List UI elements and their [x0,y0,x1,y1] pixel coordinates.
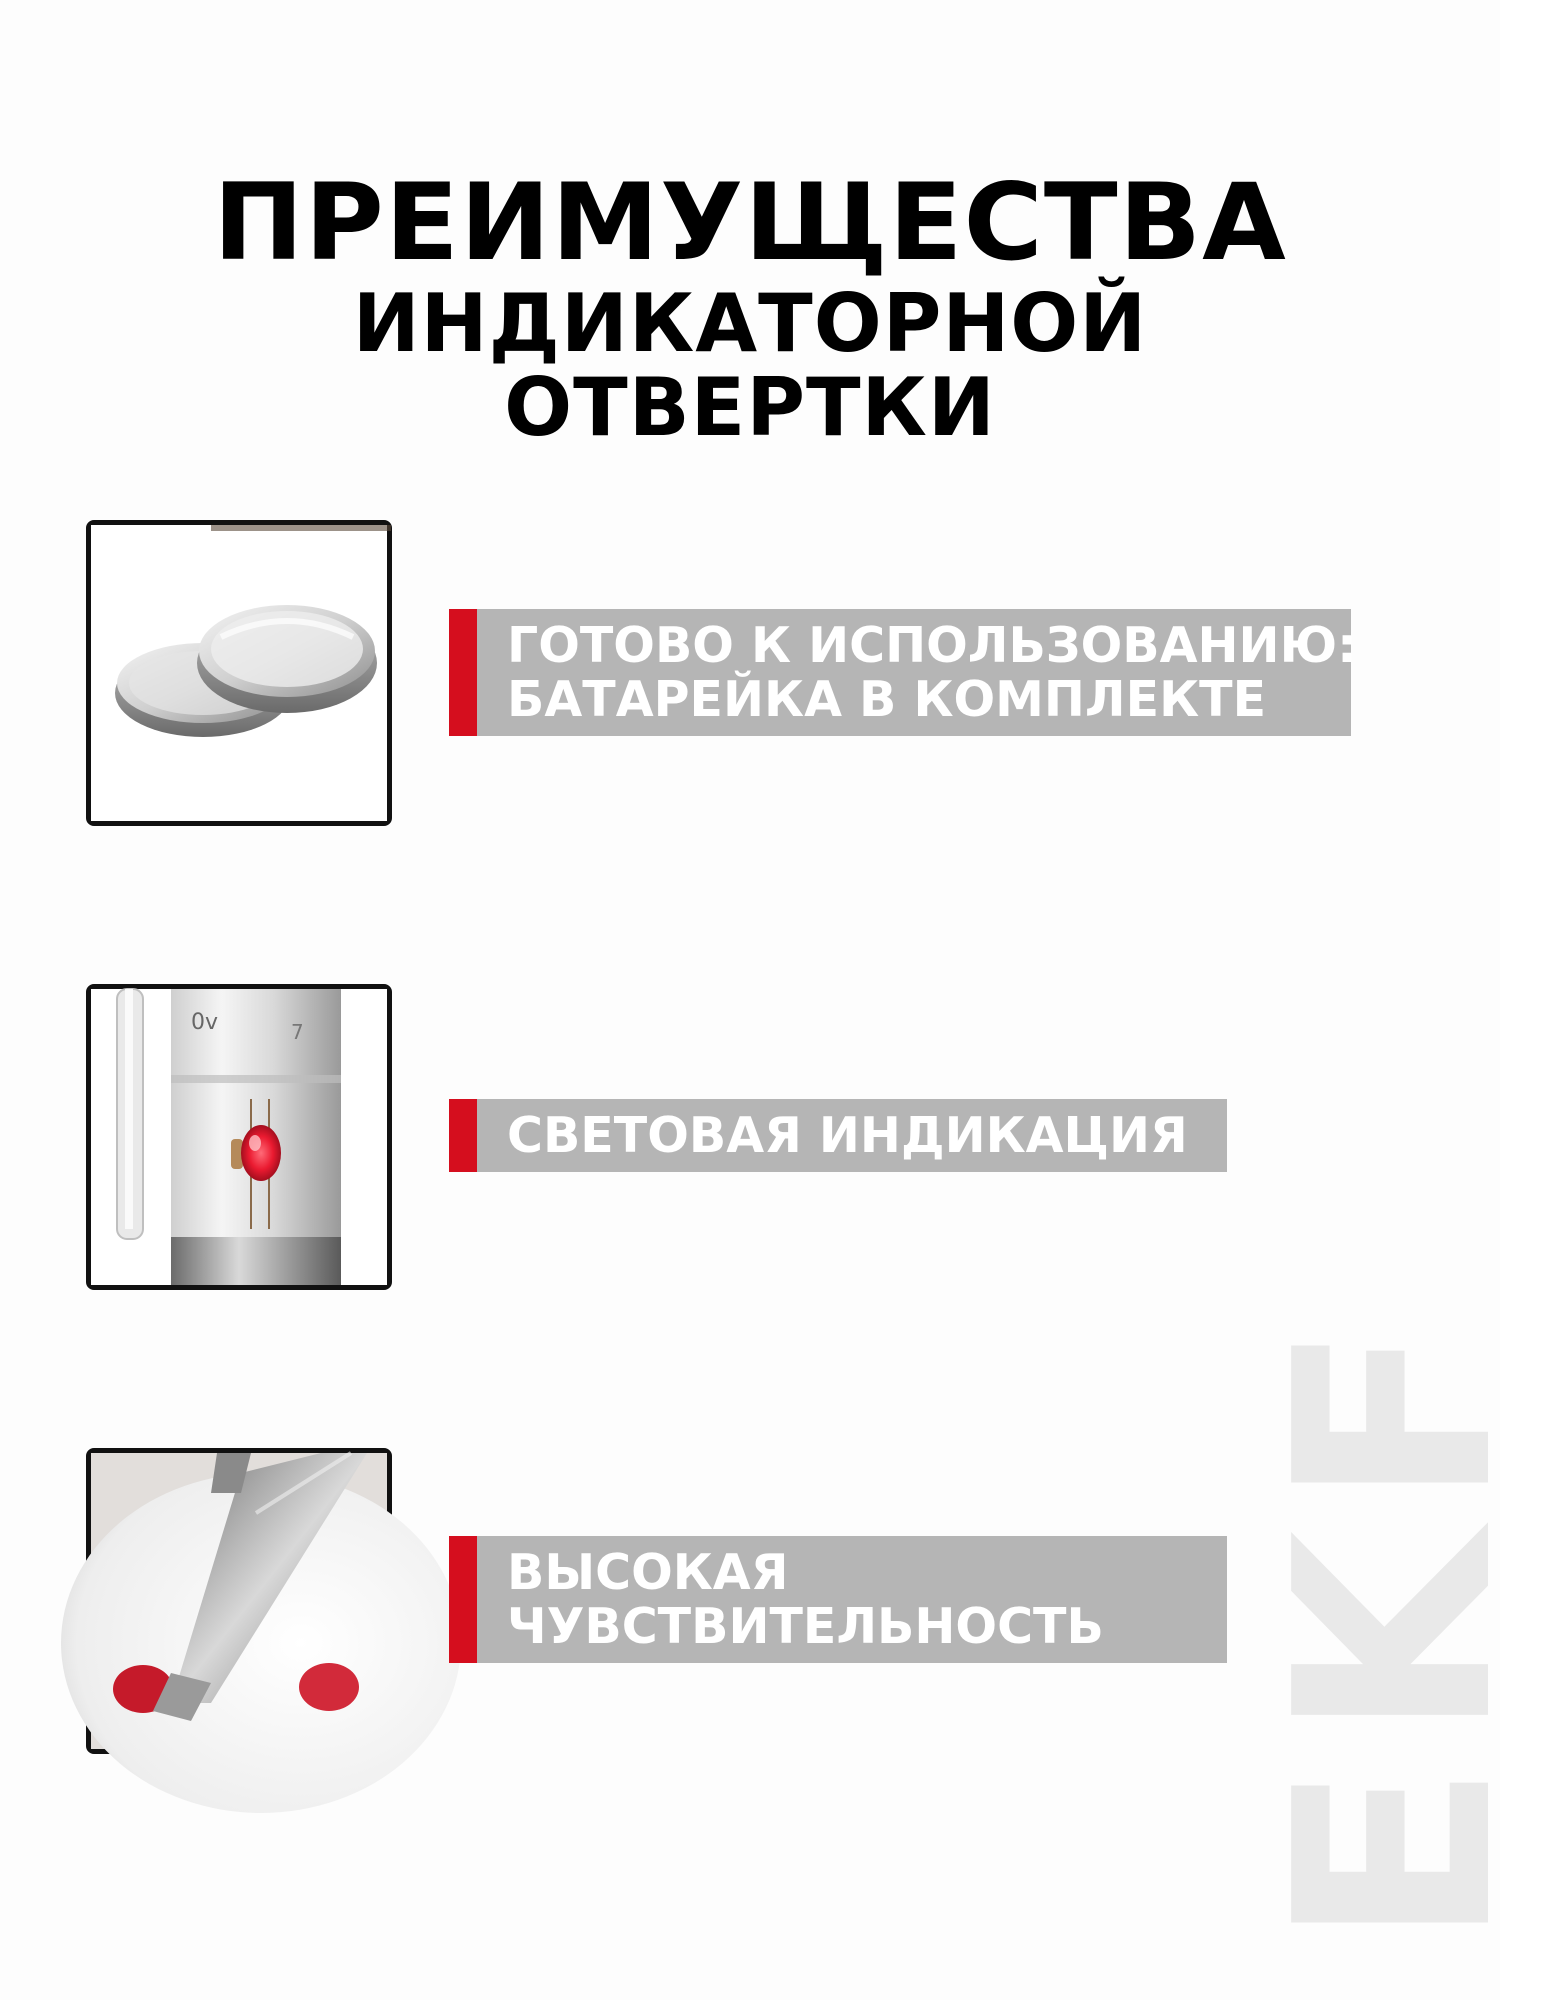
indicator-led-photo [86,984,392,1290]
watermark-letter: K [1237,1530,1552,1740]
feature-label-line: БАТАРЕЙКА В КОМПЛЕКТЕ [507,670,1267,728]
feature-label-line: ЧУВСТВИТЕЛЬНОСТЬ [507,1597,1104,1655]
feature-label-line: ГОТОВО К ИСПОЛЬЗОВАНИЮ: [507,616,1357,674]
watermark-letter: E [1237,1762,1552,1948]
svg-text:0v: 0v [191,1010,219,1035]
feature-label-line: СВЕТОВАЯ ИНДИКАЦИЯ [507,1106,1188,1164]
title-line-2: ИНДИКАТОРНОЙ [352,277,1148,370]
svg-text:7: 7 [291,1020,304,1044]
feature-label-light [449,1099,1227,1172]
screwdriver-socket-photo [86,1448,392,1754]
feature-label-battery [449,609,1357,736]
title-line-3: ОТВЕРТКИ [504,361,996,454]
page-title [0,161,1500,454]
feature-label-sensitivity [449,1536,1227,1663]
coin-battery-photo [86,520,392,826]
watermark-letter: F [1237,1322,1552,1508]
feature-label-line: ВЫСОКАЯ [507,1543,789,1601]
ekf-watermark [1237,1230,1552,2000]
title-line-1: ПРЕИМУЩЕСТВА [213,161,1287,284]
